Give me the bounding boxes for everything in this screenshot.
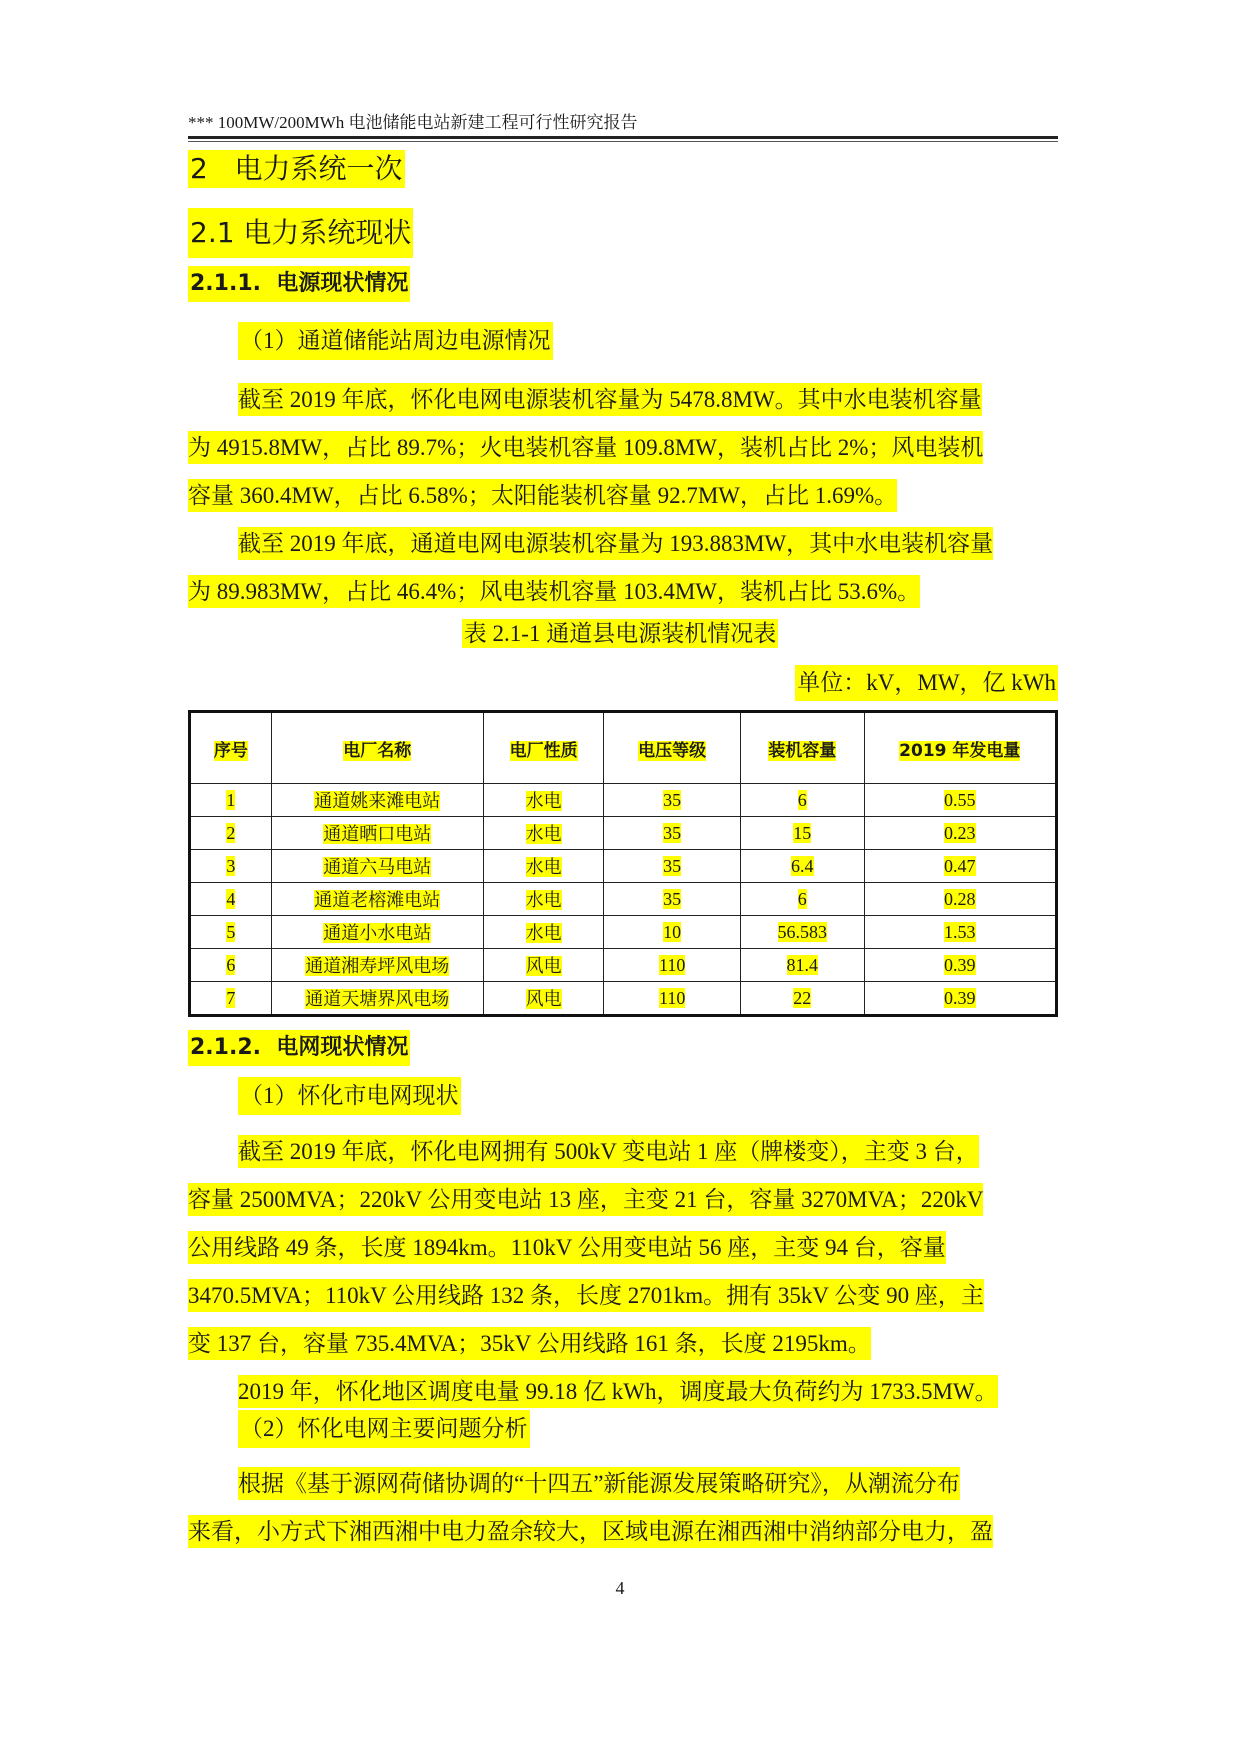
text-line: 3470.5MVA；110kV 公用线路 132 条，长度 2701km。拥有 35kV 公变 90 座，主	[188, 1279, 984, 1312]
paragraph-huaihua-sources	[188, 376, 1058, 520]
text-line: 公用线路 49 条，长度 1894km。110kV 公用变电站 56 座，主变 94 台，容量	[188, 1231, 946, 1264]
text-line: 根据《基于源网荷储协调的“十四五”新能源发展策略研究》，从潮流分布	[238, 1467, 960, 1500]
table-row: 5 通道小水电站 水电 10 56.583 1.53	[190, 916, 1057, 949]
col-header-voltage: 电压等级	[604, 712, 741, 784]
chapter-heading: 2 电力系统一次	[188, 150, 405, 188]
item-heading-grid-problems: （2）怀化电网主要问题分析	[238, 1410, 530, 1448]
paragraph-huaihua-grid	[188, 1128, 1058, 1368]
text-line: 容量 360.4MW，占比 6.58%；太阳能装机容量 92.7MW，占比 1.69%。	[188, 479, 897, 512]
item-heading-surrounding-sources: （1）通道储能站周边电源情况	[238, 322, 553, 360]
table-unit: 单位：kV，MW，亿 kWh	[795, 665, 1058, 701]
item-heading-huaihua-grid: （1）怀化市电网现状	[238, 1077, 461, 1115]
section-heading: 2.1 电力系统现状	[188, 208, 413, 258]
col-header-plant-name: 电厂名称	[271, 712, 483, 784]
col-header-plant-type: 电厂性质	[483, 712, 604, 784]
table-row: 2 通道晒口电站 水电 35 15 0.23	[190, 817, 1057, 850]
subsection-heading-grid: 2.1.2. 电网现状情况	[188, 1030, 410, 1066]
col-header-generation-2019: 2019 年发电量	[864, 712, 1056, 784]
text-line: 截至 2019 年底，怀化电网电源装机容量为 5478.8MW。其中水电装机容量	[238, 383, 982, 416]
table-row: 1 通道姚来滩电站 水电 35 6 0.55	[190, 784, 1057, 817]
text-line: 来看，小方式下湘西湘中电力盈余较大，区域电源在湘西湘中消纳部分电力，盈	[188, 1515, 993, 1548]
text-line: 截至 2019 年底，通道电网电源装机容量为 193.883MW，其中水电装机容量	[238, 527, 993, 560]
table-row: 6 通道湘寿坪风电场 风电 110 81.4 0.39	[190, 949, 1057, 982]
table-row: 3 通道六马电站 水电 35 6.4 0.47	[190, 850, 1057, 883]
text-line: 为 89.983MW，占比 46.4%；风电装机容量 103.4MW，装机占比 53.6%。	[188, 575, 920, 608]
table-row: 7 通道天塘界风电场 风电 110 22 0.39	[190, 982, 1057, 1016]
paragraph-grid-problems	[188, 1460, 1058, 1556]
text-line: 截至 2019 年底，怀化电网拥有 500kV 变电站 1 座（牌楼变），主变 3 台，	[238, 1135, 979, 1168]
text-line: 为 4915.8MW，占比 89.7%；火电装机容量 109.8MW，装机占比 2%；风电装机	[188, 431, 983, 464]
text-line: 变 137 台，容量 735.4MVA；35kV 公用线路 161 条，长度 2195km。	[188, 1327, 871, 1360]
text-line: 2019 年，怀化地区调度电量 99.18 亿 kWh，调度最大负荷约为 1733.5MW。	[238, 1375, 998, 1408]
running-header: *** 100MW/200MWh 电池储能电站新建工程可行性研究报告	[188, 113, 638, 132]
header-rule	[188, 136, 1058, 142]
paragraph-tongdao-sources	[188, 520, 1058, 616]
subsection-heading-power-source: 2.1.1. 电源现状情况	[188, 266, 410, 302]
table-caption: 表 2.1-1 通道县电源装机情况表	[463, 621, 777, 646]
col-header-capacity: 装机容量	[740, 712, 864, 784]
table-row: 4 通道老榕滩电站 水电 35 6 0.28	[190, 883, 1057, 916]
page-number: 4	[615, 1578, 625, 1598]
col-header-index: 序号	[190, 712, 272, 784]
power-plant-table	[188, 710, 1058, 1017]
text-line: 容量 2500MVA；220kV 公用变电站 13 座，主变 21 台，容量 3270MVA；220kV	[188, 1183, 983, 1216]
paragraph-dispatch	[188, 1368, 1058, 1416]
table-header-row	[190, 712, 1057, 784]
